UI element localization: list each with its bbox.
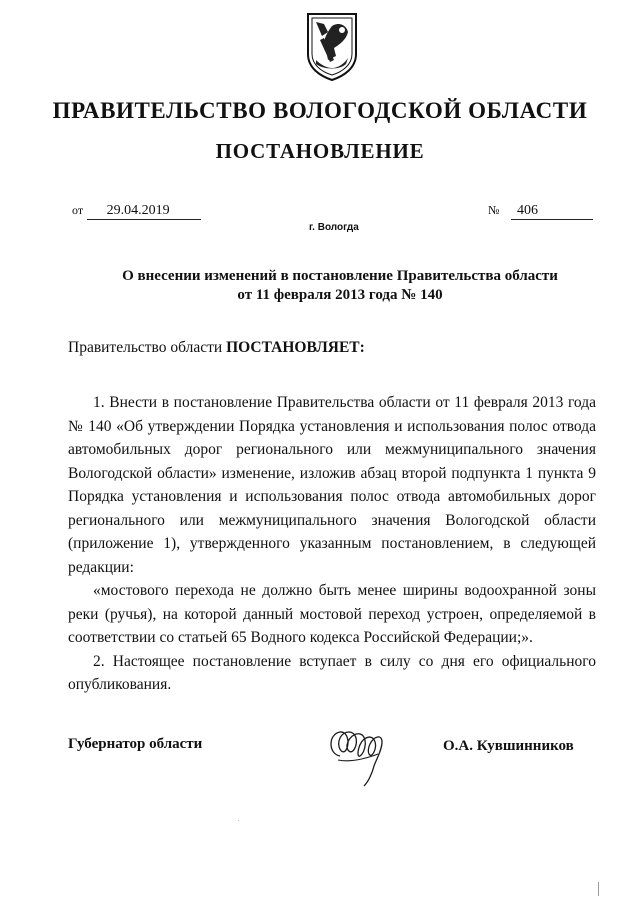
- date-label: от: [72, 203, 84, 217]
- date-value: 29.04.2019: [87, 203, 201, 220]
- subject-line-2: от 11 февраля 2013 года № 140: [237, 287, 443, 303]
- subject-line-1: О внесении изменений в постановление Правительства области: [122, 268, 558, 284]
- organization-title: ПРАВИТЕЛЬСТВО ВОЛОГОДСКОЙ ОБЛАСТИ: [52, 98, 588, 123]
- paragraph-1: 1. Внести в постановление Правительства области от 11 февраля 2013 года № 140 «Об утверждении Порядка установления и использования полос отвода автомобильных дорог регионального или межмуниципального значения Вологодской области» изменение, изложив абзац второй подпункта 1 пункта 9 Порядка установления и использования полос отвода автомобильных дорог регионального или межмуниципального значения Вологодской области (приложение 1), утвержденного указанным постановлением, в следующей редакции:: [68, 394, 596, 576]
- coat-of-arms-emblem: [302, 10, 362, 84]
- document-subject: [100, 267, 580, 305]
- handwritten-signature: [318, 716, 400, 790]
- scan-speck: [238, 820, 239, 821]
- number-label: №: [488, 203, 500, 217]
- number-value: 406: [511, 203, 593, 220]
- city-label: г. Вологда: [309, 222, 359, 233]
- signatory-position: Губернатор области: [68, 736, 203, 752]
- preamble-emphasis: ПОСТАНОВЛЯЕТ:: [226, 339, 365, 356]
- scan-speck: [598, 882, 599, 896]
- document-date: [72, 203, 201, 220]
- document-number: [488, 203, 593, 220]
- document-type: ПОСТАНОВЛЕНИЕ: [215, 139, 425, 163]
- paragraph-3: 2. Настоящее постановление вступает в силу со дня его официального опубликования.: [68, 652, 596, 693]
- signatory-name: О.А. Кувшинников: [443, 738, 574, 754]
- preamble: [68, 339, 365, 357]
- paragraph-2: «мостового перехода не должно быть менее ширины водоохранной зоны реки (ручья), на которой данный мостовой переход устроен, определяемой в соответствии со статьей 65 Водного кодекса Российской Федерации;».: [68, 582, 596, 646]
- document-body: [68, 391, 596, 697]
- preamble-text: Правительство области: [68, 339, 227, 356]
